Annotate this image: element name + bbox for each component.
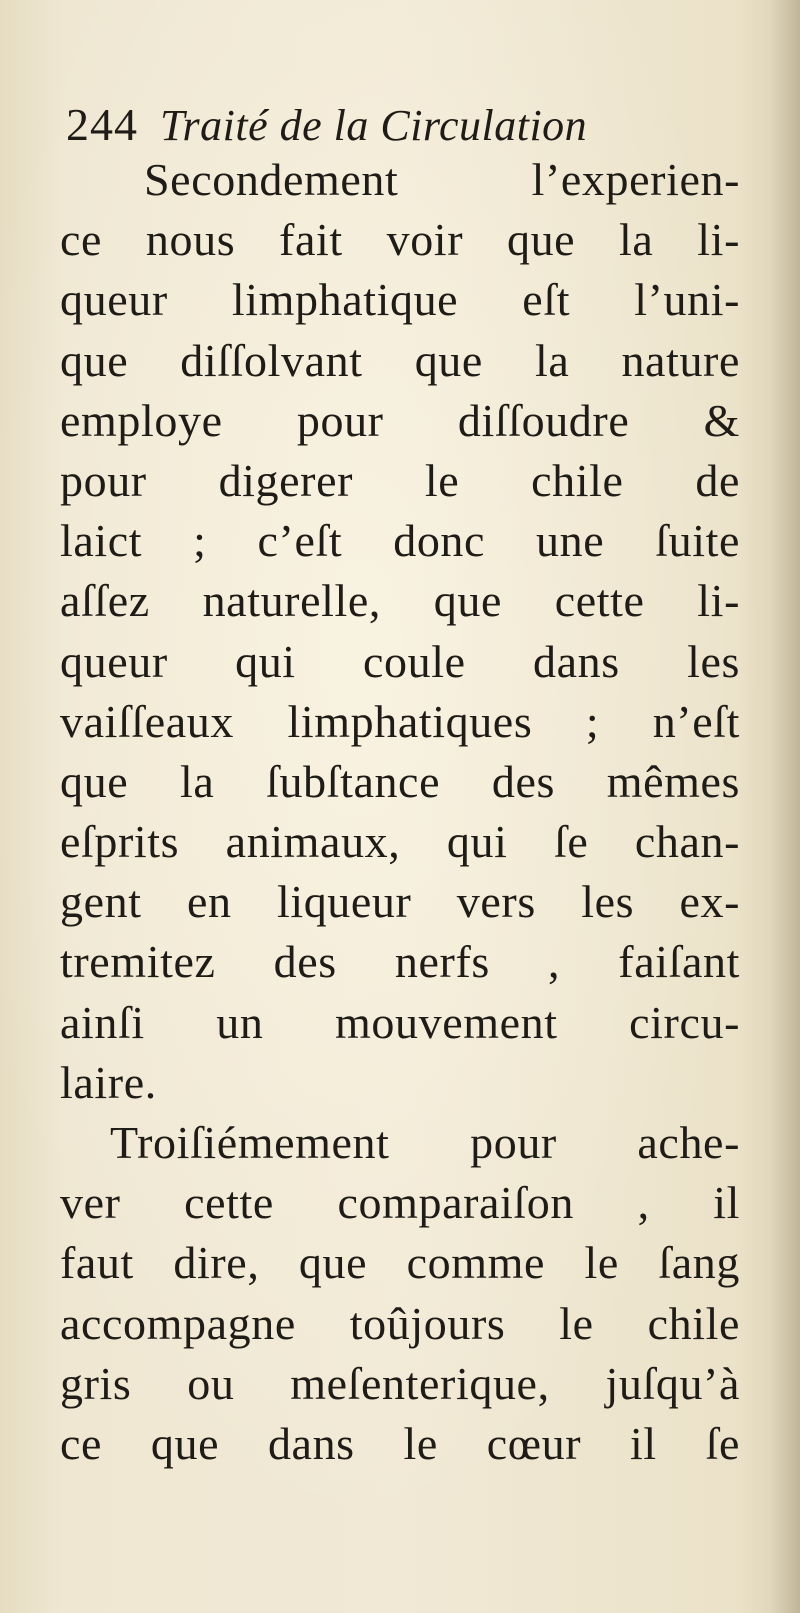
text-line: faut dire, que comme le ſang — [60, 1237, 740, 1289]
text-line: Secondement l’experien- — [144, 154, 740, 205]
text-line: laire. — [60, 1056, 157, 1108]
text-line: gris ou meſenterique, juſqu’à — [60, 1357, 740, 1409]
text-line: que la ſubſtance des mêmes — [60, 755, 740, 807]
text-line: ce nous fait voir que la li- — [60, 214, 740, 266]
text-line: accompagne toûjours le chile — [60, 1297, 740, 1349]
page-edge-shadow — [770, 0, 800, 1613]
running-title: Traité de la Circulation — [160, 101, 588, 150]
text-line: queur limphatique eſt l’uni- — [60, 274, 740, 326]
text-line: ver cette comparaiſon , il — [60, 1177, 740, 1229]
body-text — [60, 150, 740, 1474]
text-line: ainſi un mouvement circu- — [60, 996, 740, 1048]
text-line: ce que dans le cœur il ſe — [60, 1417, 740, 1469]
text-line: eſprits animaux, qui ſe chan- — [60, 816, 740, 868]
page-number: 244 — [66, 99, 138, 150]
text-line: vaiſſeaux limphatiques ; n’eſt — [60, 695, 740, 747]
text-line: employe pour diſſoudre & — [60, 394, 740, 446]
text-line: pour digerer le chile de — [60, 454, 740, 506]
text-line: Troiſiémement pour ache- — [110, 1117, 740, 1168]
text-line: tremitez des nerfs , faiſant — [60, 936, 740, 988]
text-line: que diſſolvant que la nature — [60, 334, 740, 386]
running-head — [66, 98, 746, 154]
text-line: queur qui coule dans les — [60, 635, 740, 687]
text-line: aſſez naturelle, que cette li- — [60, 575, 740, 627]
text-line: gent en liqueur vers les ex- — [60, 876, 740, 928]
text-line: laict ; c’eſt donc une ſuite — [60, 515, 740, 567]
